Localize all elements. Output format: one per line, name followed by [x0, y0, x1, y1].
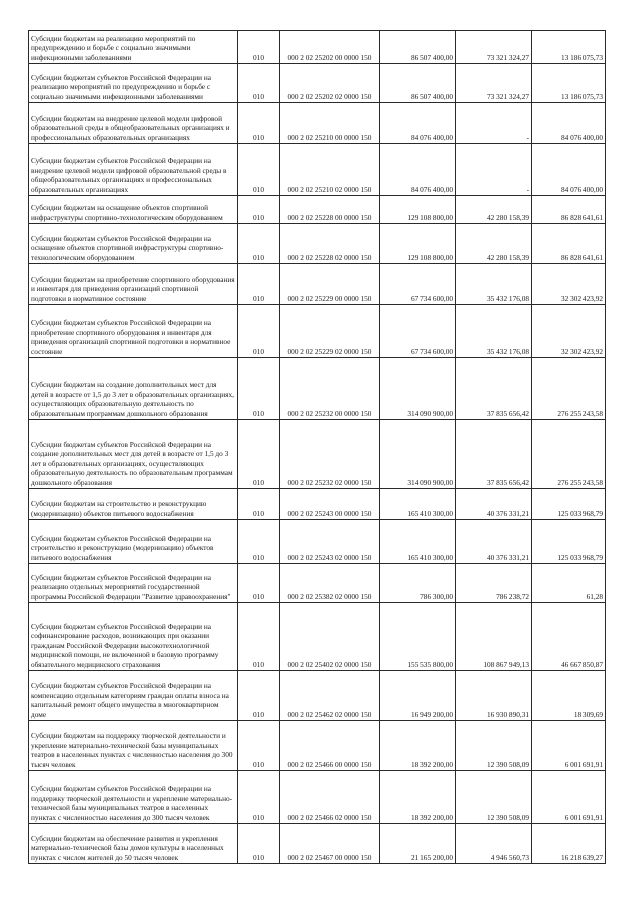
row-kbk-cell: 000 2 02 25462 02 0000 150 — [280, 671, 380, 721]
row-exec-cell: 786 238,72 — [456, 564, 532, 603]
table-row — [29, 824, 606, 864]
row-rest-cell: 6 001 691,91 — [532, 721, 606, 771]
row-name-cell: Субсидии бюджетам субъектов Российской Федерации на компенсацию отдельным категориям граждан оплаты взноса на капитальный ремонт общего имущества в многоквартирном доме — [29, 671, 238, 721]
row-name-cell: Субсидии бюджетам субъектов Российской Федерации на поддержку творческой деятельности и укрепление материально-технической базы муниципальных театров в населенных пунктах с численностью населения до 300 тысяч человек — [29, 771, 238, 824]
row-rest-cell: 86 828 641,61 — [532, 196, 606, 224]
row-code-cell: 010 — [238, 224, 280, 264]
row-kbk-cell: 000 2 02 25202 00 0000 150 — [280, 31, 380, 64]
row-rest-cell: 13 186 075,73 — [532, 31, 606, 64]
row-kbk-cell: 000 2 02 25382 02 0000 150 — [280, 564, 380, 603]
row-kbk-cell: 000 2 02 25243 00 0000 150 — [280, 489, 380, 520]
row-exec-cell: 42 280 158,39 — [456, 196, 532, 224]
row-name-cell: Субсидии бюджетам на внедрение целевой модели цифровой образовательной среды в общеобразовательных организациях и профессиональных образовательных организациях — [29, 103, 238, 144]
row-kbk-cell: 000 2 02 25228 00 0000 150 — [280, 196, 380, 224]
row-rest-cell: 61,28 — [532, 564, 606, 603]
table-row — [29, 64, 606, 103]
row-kbk-cell: 000 2 02 25402 02 0000 150 — [280, 603, 380, 671]
row-rest-cell: 46 667 850,87 — [532, 603, 606, 671]
row-rest-cell: 84 076 400,00 — [532, 144, 606, 196]
row-name-cell: Субсидии бюджетам на приобретение спортивного оборудования и инвентаря для приведения организаций спортивной подготовки в нормативное состояние — [29, 264, 238, 305]
row-name-cell: Субсидии бюджетам на реализацию мероприятий по предупреждению и борьбе с социально значимыми инфекционными заболеваниями — [29, 31, 238, 64]
row-code-cell: 010 — [238, 64, 280, 103]
row-name-cell: Субсидии бюджетам субъектов Российской Федерации на приобретение спортивного оборудования и инвентаря для приведения организаций спортивной подготовки в нормативное состояние — [29, 305, 238, 358]
row-plan-cell: 21 165 200,00 — [380, 824, 456, 864]
table-row — [29, 721, 606, 771]
row-exec-cell: 12 390 508,09 — [456, 721, 532, 771]
row-exec-cell: 35 432 176,08 — [456, 264, 532, 305]
row-name-cell: Субсидии бюджетам субъектов Российской Федерации на реализацию мероприятий по предупреждению и борьбе с социально значимыми инфекционными заболеваниями — [29, 64, 238, 103]
row-plan-cell: 18 392 200,00 — [380, 721, 456, 771]
row-plan-cell: 129 108 800,00 — [380, 224, 456, 264]
row-exec-cell: - — [456, 103, 532, 144]
row-rest-cell: 32 302 423,92 — [532, 264, 606, 305]
row-name-cell: Субсидии бюджетам на создание дополнительных мест для детей в возрасте от 1,5 до 3 лет в образовательных организациях, осуществляющих образовательную деятельность по образовательным программам дошкольного образования — [29, 358, 238, 420]
row-rest-cell: 86 828 641,61 — [532, 224, 606, 264]
row-plan-cell: 165 410 300,00 — [380, 489, 456, 520]
row-code-cell: 010 — [238, 305, 280, 358]
row-exec-cell: - — [456, 144, 532, 196]
row-exec-cell: 73 321 324,27 — [456, 31, 532, 64]
row-exec-cell: 37 835 656,42 — [456, 358, 532, 420]
row-name-cell: Субсидии бюджетам на поддержку творческой деятельности и укрепление материально-технической базы муниципальных театров в населенных пунктах с численностью населения до 300 тысяч человек — [29, 721, 238, 771]
row-rest-cell: 276 255 243,58 — [532, 420, 606, 489]
row-exec-cell: 35 432 176,08 — [456, 305, 532, 358]
row-exec-cell: 16 930 890,31 — [456, 671, 532, 721]
row-kbk-cell: 000 2 02 25228 02 0000 150 — [280, 224, 380, 264]
row-exec-cell: 40 376 331,21 — [456, 520, 532, 564]
row-plan-cell: 314 090 900,00 — [380, 358, 456, 420]
row-code-cell: 010 — [238, 671, 280, 721]
row-rest-cell: 276 255 243,58 — [532, 358, 606, 420]
row-rest-cell: 32 302 423,92 — [532, 305, 606, 358]
row-name-cell: Субсидии бюджетам субъектов Российской Федерации на строительство и реконструкцию (модернизацию) объектов питьевого водоснабжения — [29, 520, 238, 564]
row-kbk-cell: 000 2 02 25202 02 0000 150 — [280, 64, 380, 103]
table-row — [29, 358, 606, 420]
row-plan-cell: 16 949 200,00 — [380, 671, 456, 721]
table-row — [29, 603, 606, 671]
row-plan-cell: 129 108 800,00 — [380, 196, 456, 224]
row-exec-cell: 4 946 560,73 — [456, 824, 532, 864]
row-plan-cell: 165 410 300,00 — [380, 520, 456, 564]
row-exec-cell: 42 280 158,39 — [456, 224, 532, 264]
row-kbk-cell: 000 2 02 25210 02 0000 150 — [280, 144, 380, 196]
row-plan-cell: 84 076 400,00 — [380, 103, 456, 144]
table-row — [29, 264, 606, 305]
row-code-cell: 010 — [238, 196, 280, 224]
row-name-cell: Субсидии бюджетам субъектов Российской Федерации на создание дополнительных мест для детей в возрасте от 1,5 до 3 лет в образовательных организациях, осуществляющих образовательную деятельность по образовательным программам дошкольного образования — [29, 420, 238, 489]
budget-table — [28, 30, 606, 864]
row-kbk-cell: 000 2 02 25229 00 0000 150 — [280, 264, 380, 305]
row-code-cell: 010 — [238, 264, 280, 305]
row-plan-cell: 84 076 400,00 — [380, 144, 456, 196]
row-name-cell: Субсидии бюджетам субъектов Российской Федерации на оснащение объектов спортивной инфраструктуры спортивно-технологическим оборудованием — [29, 224, 238, 264]
row-code-cell: 010 — [238, 824, 280, 864]
row-rest-cell: 125 033 968,79 — [532, 520, 606, 564]
row-kbk-cell: 000 2 02 25232 02 0000 150 — [280, 420, 380, 489]
row-plan-cell: 67 734 600,00 — [380, 305, 456, 358]
row-name-cell: Субсидии бюджетам на обеспечение развития и укрепления материально-технической базы домов культуры в населенных пунктах с числом жителей до 50 тысяч человек — [29, 824, 238, 864]
budget-table-body — [29, 31, 606, 864]
row-code-cell: 010 — [238, 358, 280, 420]
table-row — [29, 103, 606, 144]
table-row — [29, 520, 606, 564]
row-code-cell: 010 — [238, 103, 280, 144]
row-code-cell: 010 — [238, 520, 280, 564]
table-row — [29, 224, 606, 264]
row-name-cell: Субсидии бюджетам на оснащение объектов спортивной инфраструктуры спортивно-технологическим оборудованием — [29, 196, 238, 224]
row-code-cell: 010 — [238, 771, 280, 824]
row-code-cell: 010 — [238, 144, 280, 196]
row-name-cell: Субсидии бюджетам на строительство и реконструкцию (модернизацию) объектов питьевого водоснабжения — [29, 489, 238, 520]
row-rest-cell: 125 033 968,79 — [532, 489, 606, 520]
row-code-cell: 010 — [238, 31, 280, 64]
row-plan-cell: 786 300,00 — [380, 564, 456, 603]
row-name-cell: Субсидии бюджетам субъектов Российской Федерации на реализацию отдельных мероприятий государственной программы Российской Федерации "Развитие здравоохранения" — [29, 564, 238, 603]
row-plan-cell: 86 507 400,00 — [380, 31, 456, 64]
row-kbk-cell: 000 2 02 25467 00 0000 150 — [280, 824, 380, 864]
table-row — [29, 489, 606, 520]
row-rest-cell: 6 001 691,91 — [532, 771, 606, 824]
row-code-cell: 010 — [238, 564, 280, 603]
row-exec-cell: 12 390 508,09 — [456, 771, 532, 824]
row-plan-cell: 18 392 200,00 — [380, 771, 456, 824]
row-rest-cell: 84 076 400,00 — [532, 103, 606, 144]
table-row — [29, 31, 606, 64]
row-code-cell: 010 — [238, 489, 280, 520]
row-exec-cell: 40 376 331,21 — [456, 489, 532, 520]
row-exec-cell: 108 867 949,13 — [456, 603, 532, 671]
row-plan-cell: 86 507 400,00 — [380, 64, 456, 103]
table-row — [29, 144, 606, 196]
row-kbk-cell: 000 2 02 25466 00 0000 150 — [280, 721, 380, 771]
row-name-cell: Субсидии бюджетам субъектов Российской Федерации на внедрение целевой модели цифровой образовательной среды в общеобразовательных организациях и профессиональных образовательных организациях — [29, 144, 238, 196]
row-kbk-cell: 000 2 02 25229 02 0000 150 — [280, 305, 380, 358]
row-rest-cell: 13 186 075,73 — [532, 64, 606, 103]
table-row — [29, 671, 606, 721]
row-code-cell: 010 — [238, 420, 280, 489]
table-row — [29, 196, 606, 224]
row-plan-cell: 155 535 800,00 — [380, 603, 456, 671]
table-row — [29, 771, 606, 824]
table-row — [29, 305, 606, 358]
table-row — [29, 420, 606, 489]
row-rest-cell: 16 218 639,27 — [532, 824, 606, 864]
row-code-cell: 010 — [238, 603, 280, 671]
row-name-cell: Субсидии бюджетам субъектов Российской Федерации на софинансирование расходов, возникающих при оказании гражданам Российской Федерации высокотехнологичной медицинской помощи, не включенной в базовую программу обязательного медицинского страхования — [29, 603, 238, 671]
row-kbk-cell: 000 2 02 25243 02 0000 150 — [280, 520, 380, 564]
row-rest-cell: 18 309,69 — [532, 671, 606, 721]
row-kbk-cell: 000 2 02 25466 02 0000 150 — [280, 771, 380, 824]
row-kbk-cell: 000 2 02 25232 00 0000 150 — [280, 358, 380, 420]
row-exec-cell: 73 321 324,27 — [456, 64, 532, 103]
row-kbk-cell: 000 2 02 25210 00 0000 150 — [280, 103, 380, 144]
row-exec-cell: 37 835 656,42 — [456, 420, 532, 489]
row-plan-cell: 314 090 900,00 — [380, 420, 456, 489]
table-row — [29, 564, 606, 603]
row-plan-cell: 67 734 600,00 — [380, 264, 456, 305]
row-code-cell: 010 — [238, 721, 280, 771]
